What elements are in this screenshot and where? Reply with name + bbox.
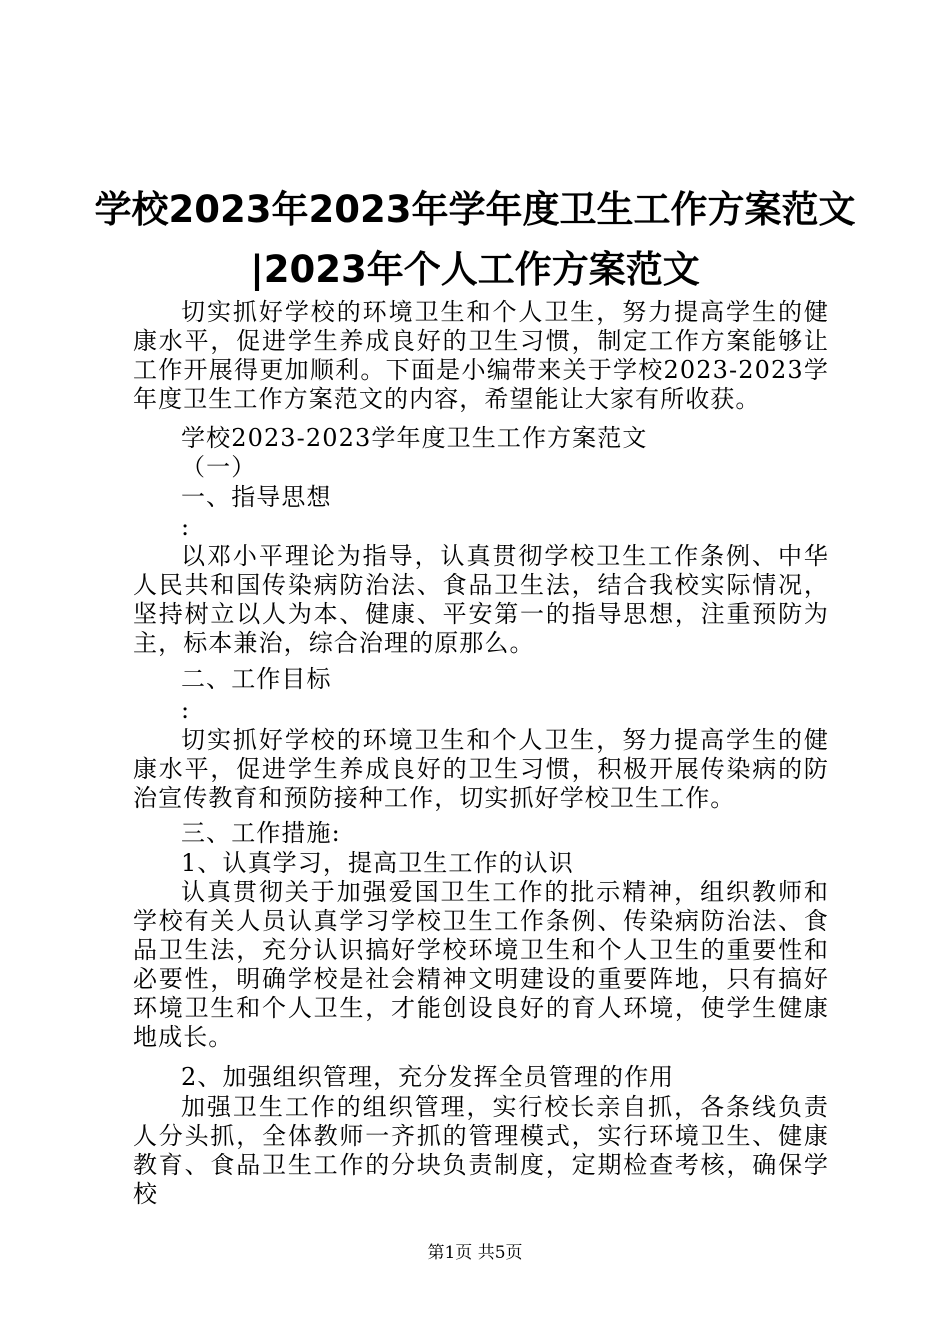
intro-paragraph: 切实抓好学校的环境卫生和个人卫生，努力提高学生的健康水平，促进学生养成良好的卫生习惯，制定工作方案能够让工作开展得更加顺利。下面是小编带来关于学校2023-2023学年度卫生工作方案范文的内容，希望能让大家有所收获。: [133, 298, 829, 413]
colon-line-2: :: [181, 696, 191, 724]
paragraph-work-goal: 切实抓好学校的环境卫生和个人卫生，努力提高学生的健康水平，促进学生养成良好的卫生习惯，积极开展传染病的防治宣传教育和预防接种工作，切实抓好学校卫生工作。: [133, 726, 829, 812]
document-title-line-2: |2023年个人工作方案范文: [250, 248, 700, 291]
paragraph-guiding-ideology: 以邓小平理论为指导，认真贯彻学校卫生工作条例、中华人民共和国传染病防治法、食品卫生法，结合我校实际情况，坚持树立以人为本、健康、平安第一的指导思想，注重预防为主，标本兼治，综合治理的原那么。: [133, 542, 829, 657]
section-heading-3: 三、工作措施:: [181, 819, 341, 847]
section-heading-2: 二、工作目标: [181, 665, 332, 693]
subsection-heading-1: 1、认真学习，提高卫生工作的认识: [181, 849, 574, 877]
part-label: （一）: [181, 453, 257, 481]
document-title-line-1: 学校2023年2023年学年度卫生工作方案范文: [94, 188, 856, 231]
paragraph-study: 认真贯彻关于加强爱国卫生工作的批示精神，组织教师和学校有关人员认真学习学校卫生工作条例、传染病防治法、食品卫生法，充分认识搞好学校环境卫生和个人卫生的重要性和必要性，明确学校是社会精神文明建设的重要阵地，只有搞好环境卫生和个人卫生，才能创设良好的育人环境，使学生健康地成长。: [133, 878, 829, 1051]
subsection-heading-2: 2、加强组织管理，充分发挥全员管理的作用: [181, 1063, 675, 1091]
paragraph-management: 加强卫生工作的组织管理，实行校长亲自抓，各条线负责人分头抓，全体教师一齐抓的管理模式，实行环境卫生、健康教育、食品卫生工作的分块负责制度，定期检查考核，确保学校: [133, 1093, 829, 1208]
colon-line-1: :: [181, 513, 191, 541]
section-heading-1: 一、指导思想: [181, 483, 332, 511]
subtitle: 学校2023-2023学年度卫生工作方案范文: [181, 424, 648, 452]
page-footer: 第1页 共5页: [427, 1243, 523, 1263]
